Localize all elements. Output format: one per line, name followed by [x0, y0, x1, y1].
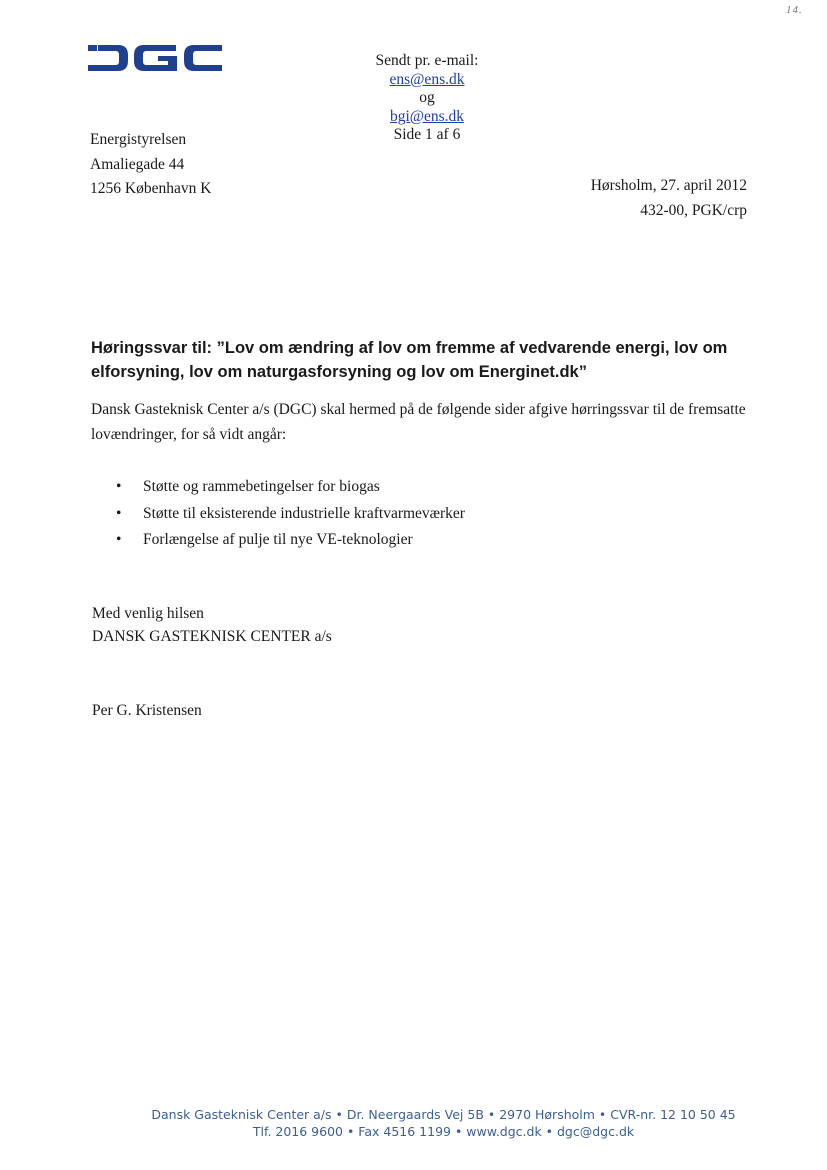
sent-conjunction: og — [419, 89, 435, 106]
email-link-ens[interactable]: ens@ens.dk — [389, 70, 465, 88]
dgc-logo — [88, 43, 222, 73]
bullet-icon: • — [116, 531, 122, 548]
signer-name: Per G. Kristensen — [92, 702, 202, 719]
place-date: Hørsholm, 27. april 2012 — [590, 177, 747, 194]
intro-paragraph: Dansk Gasteknisk Center a/s (DGC) skal hermed på de følgende sider afgive hørringssvar til de fremsatte lovændringer, for så vidt angår: — [91, 401, 746, 443]
list-item: • Støtte og rammebetingelser for biogas — [116, 474, 465, 501]
closing-company: DANSK GASTEKNISK CENTER a/s — [92, 627, 332, 645]
topic-list — [116, 474, 465, 554]
bullet-icon: • — [116, 478, 122, 495]
letter-subject: Høringssvar til: ”Lov om ændring af lov om fremme af vedvarende energi, lov om elforsyning, lov om naturgasforsyning og lov om Energinet.dk” — [91, 339, 728, 381]
sent-by-email-block — [327, 52, 527, 145]
list-item: • Forlængelse af pulje til nye VE-teknologier — [116, 527, 465, 554]
bullet-icon: • — [116, 504, 122, 522]
list-item: • Støtte til eksisterende industrielle kraftvarmeværker — [116, 501, 465, 528]
recipient-street: Amaliegade 44 — [90, 155, 185, 173]
closing-greeting: Med venlig hilsen — [92, 605, 204, 622]
email-link-bgi[interactable]: bgi@ens.dk — [389, 107, 465, 125]
recipient-name: Energistyrelsen — [90, 131, 187, 148]
footer-address-line: Dansk Gasteknisk Center a/s • Dr. Neergaards Vej 5B • 2970 Hørsholm • CVR-nr. 12 10 50 45 — [151, 1107, 736, 1122]
reference-number: 432-00, PGK/crp — [640, 202, 747, 219]
recipient-city: 1256 København K — [90, 180, 212, 197]
letter-meta — [591, 173, 747, 223]
page-indicator: Side 1 af 6 — [393, 126, 461, 143]
footer-contact-line: Tlf. 2016 9600 • Fax 4516 1199 • www.dgc.dk • dgc@dgc.dk — [252, 1124, 635, 1139]
recipient-address — [90, 128, 211, 202]
sent-heading: Sendt pr. e-mail: — [375, 52, 479, 69]
closing-block — [92, 603, 332, 648]
handwritten-page-mark: 14. — [786, 4, 803, 16]
